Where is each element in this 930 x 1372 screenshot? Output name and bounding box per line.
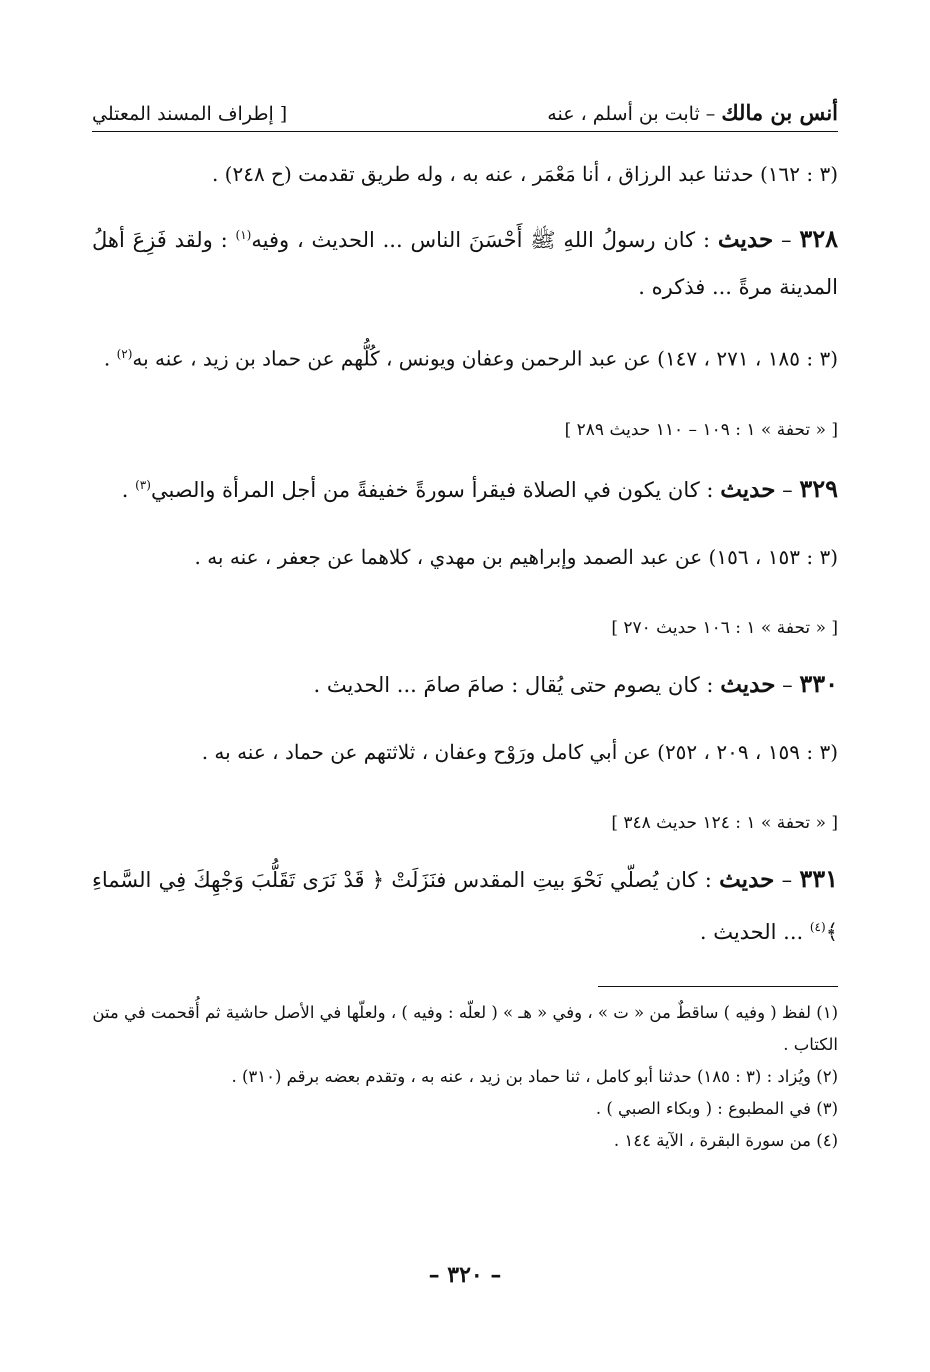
hadith-text-cont: : ولقد فَزِعَ أهلُ المدينة مرةً ... فذكره . — [92, 228, 838, 299]
header-chapter — [547, 100, 838, 125]
source-line-328 — [92, 332, 838, 381]
dash: – — [773, 228, 800, 252]
tuhfa-ref-329: [ « تحفة » ١ : ١٠٦ حديث ٢٧٠ ] — [611, 617, 838, 638]
hadith-keyword: حديث — [720, 670, 776, 698]
running-header — [92, 100, 838, 132]
hadith-keyword: حديث — [719, 865, 775, 893]
header-chapter-name: أنس بن مالك — [721, 100, 838, 125]
hadith-entry-331 — [92, 855, 838, 956]
hadith-entry-328 — [92, 212, 838, 311]
hadith-number: ٣٢٨ — [799, 224, 838, 253]
hadith-number: ٣٣٠ — [799, 668, 838, 698]
hadith-number: ٣٢٩ — [799, 473, 838, 503]
source-line-330: (٣ : ١٥٩ ، ٢٠٩ ، ٢٥٢) عن أبي كامل ورَوْح وعفان ، ثلاثتهم عن حماد ، عنه به . — [201, 739, 838, 764]
page-number: – ٣٢٠ – — [428, 1262, 502, 1288]
footnote-ref: (٢) — [116, 347, 133, 361]
hadith-text-cont: . — [121, 477, 136, 502]
footnotes — [92, 997, 838, 1157]
footnote-4: (٤) من سورة البقرة ، الآية ١٤٤ . — [613, 1130, 838, 1150]
source-line-329: (٣ : ١٥٣ ، ١٥٦) عن عبد الصمد وإبراهيم بن مهدي ، كلاهما عن جعفر ، عنه به . — [194, 544, 838, 569]
header-book-title: [ إطراف المسند المعتلي — [92, 103, 288, 125]
page-body — [92, 100, 838, 1157]
tuhfa-ref-330: [ « تحفة » ١ : ١٢٤ حديث ٣٤٨ ] — [611, 812, 838, 833]
hadith-keyword: حديث — [717, 226, 774, 253]
source-text: (٣ : ١٨٥ ، ٢٧١ ، ١٤٧) عن عبد الرحمن وعفان ويونس ، كُلُّهم عن حماد بن زيد ، عنه به — [132, 346, 838, 371]
header-subtitle: ثابت بن أسلم ، عنه — [547, 103, 700, 125]
source-line-0: (٣ : ١٦٢) حدثنا عبد الرزاق ، أنا مَعْمَر ، عنه به ، وله طريق تقدمت (ح ٢٤٨) . — [211, 162, 838, 186]
hadith-entry-329 — [92, 462, 838, 514]
hadith-keyword: حديث — [720, 475, 776, 503]
dash: – — [775, 672, 800, 697]
footnote-ref: (١) — [235, 228, 252, 242]
hadith-text-cont: ... الحديث . — [699, 919, 810, 944]
source-end: . — [103, 346, 117, 371]
dash: – — [775, 477, 800, 502]
hadith-text: : كان يصوم حتى يُقال : صامَ صامَ ... الحديث . — [313, 672, 721, 697]
hadith-number: ٣٣١ — [799, 863, 838, 893]
tuhfa-ref-328: [ « تحفة » ١ : ١٠٩ – ١١٠ حديث ٢٨٩ ] — [564, 419, 838, 440]
header-separator: – — [699, 103, 722, 125]
footnote-2: (٢) ويُزاد : (٣ : ١٨٥) حدثنا أبو كامل ، ثنا حماد بن زيد ، عنه به ، وتقدم بعضه برقم (٣١٠) . — [231, 1066, 838, 1086]
hadith-text: : كان يكون في الصلاة فيقرأ سورةً خفيفةً من أجل المرأة والصبي — [150, 477, 721, 502]
hadith-text: : كان يُصلّي نَحْوَ بيتِ المقدس فنَزَلَتْ ﴿ قَدْ نَرَى تَقَلُّبَ وَجْهِكَ فِي السَّماءِ ﴾ — [92, 867, 838, 944]
footnote-separator — [598, 986, 838, 987]
footnote-ref: (٤) — [809, 919, 826, 934]
footnote-ref: (٣) — [135, 477, 151, 492]
dash: – — [774, 867, 800, 892]
hadith-text: : كان رسولُ اللهِ ﷺ أَحْسَنَ الناس ... الحديث ، وفيه — [251, 228, 718, 252]
footnote-1: (١) لفظ ( وفيه ) ساقطٌ من « ت » ، وفي « هـ » ( لعلّه : وفيه ) ، ولعلّها في الأصل حاشية ثم أُقحمت في متن الكتاب . — [92, 1002, 838, 1054]
hadith-entry-330 — [92, 660, 838, 709]
footnote-3: (٣) في المطبوع : ( وبكاء الصبي ) . — [595, 1098, 838, 1118]
